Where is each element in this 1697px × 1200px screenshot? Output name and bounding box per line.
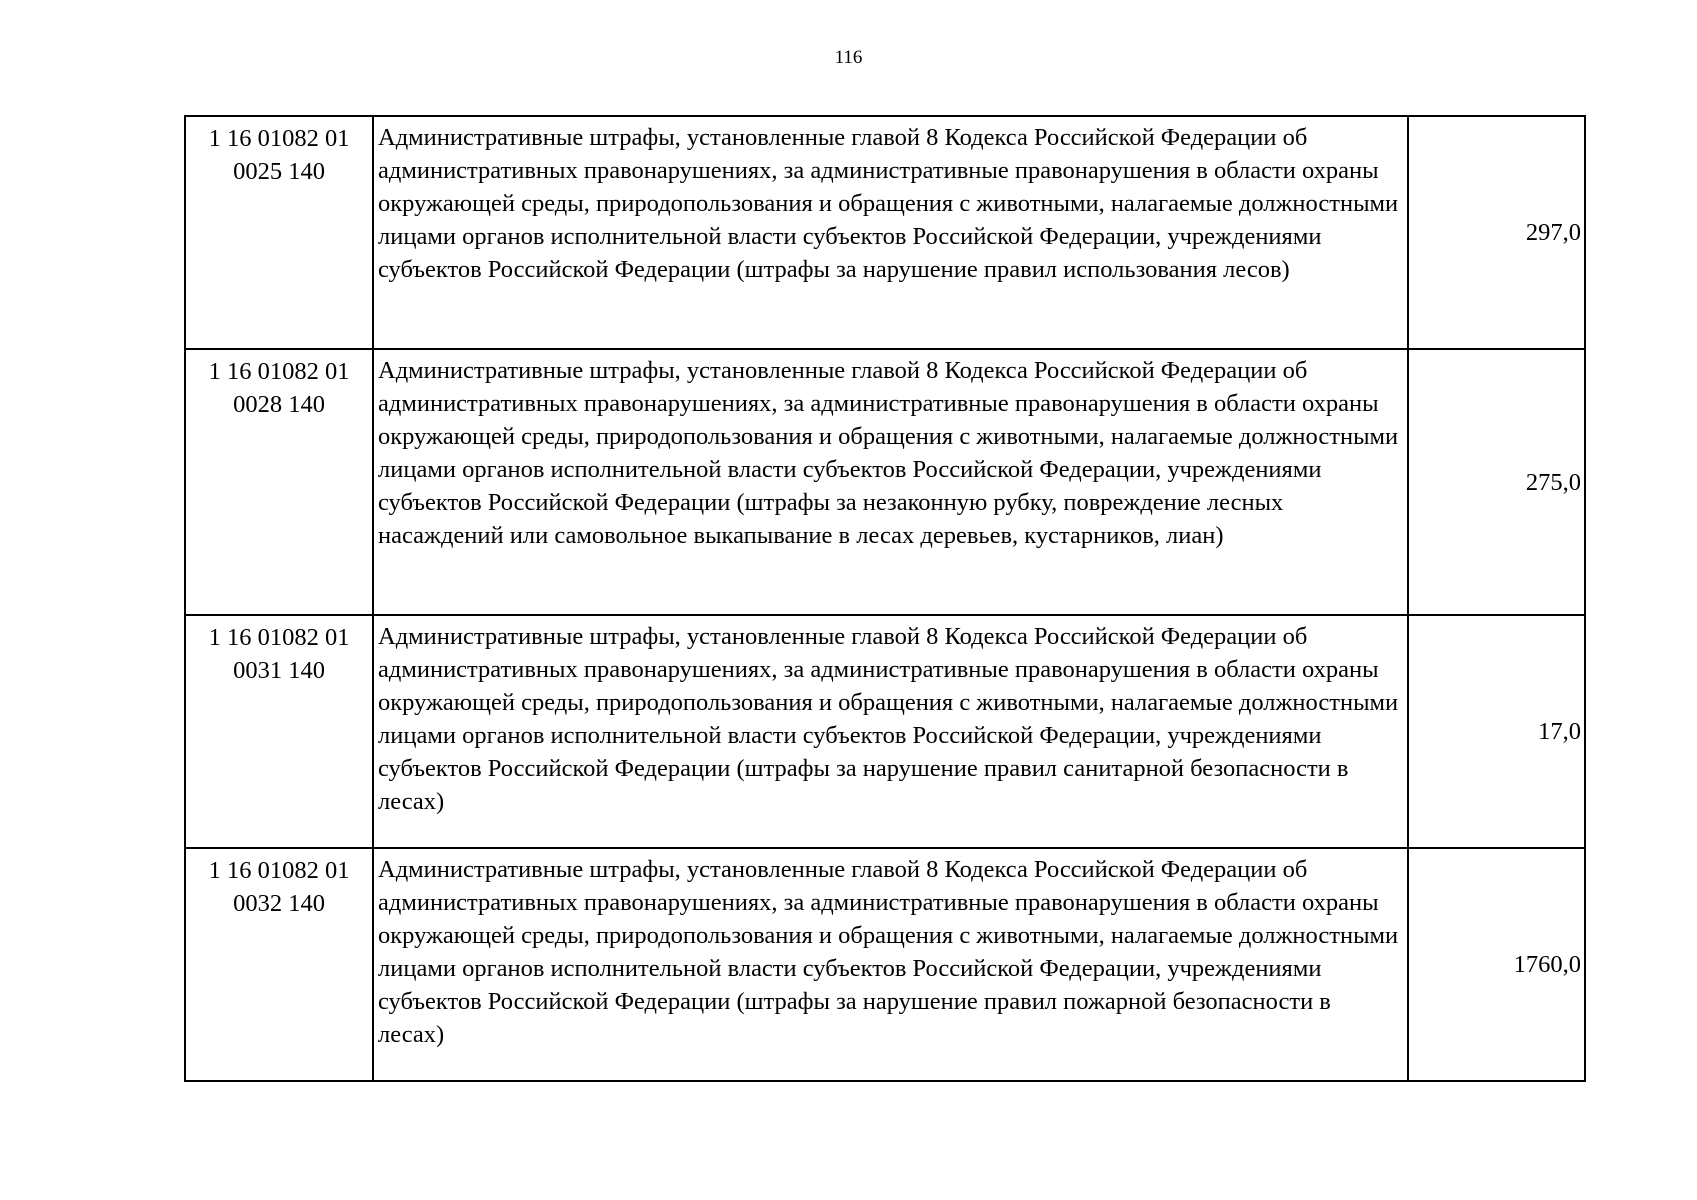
- table-row: [185, 349, 1585, 615]
- budget-code-cell: [185, 615, 373, 848]
- table-row: [185, 615, 1585, 848]
- budget-code-line-1: 1 16 01082 01: [208, 857, 350, 884]
- page-number: 116: [834, 47, 863, 68]
- budget-code-line-1: 1 16 01082 01: [208, 125, 350, 152]
- table-row: [185, 116, 1585, 349]
- description-cell: Административные штрафы, установленные главой 8 Кодекса Российской Федерации об административных правонарушениях, за административные правонарушения в области охраны окружающей среды, природопользования и обращения с животными, налагаемые должностными лицами органов исполнительной власти субъектов Российской Федерации, учреждениями субъектов Российской Федерации (штрафы за нарушение правил использования лесов): [373, 116, 1408, 349]
- description-cell: Административные штрафы, установленные главой 8 Кодекса Российской Федерации об административных правонарушениях, за административные правонарушения в области охраны окружающей среды, природопользования и обращения с животными, налагаемые должностными лицами органов исполнительной власти субъектов Российской Федерации, учреждениями субъектов Российской Федерации (штрафы за незаконную рубку, повреждение лесных насаждений или самовольное выкапывание в лесах деревьев, кустарников, лиан): [373, 349, 1408, 615]
- budget-code-line-2: 0032 140: [233, 890, 325, 917]
- amount-cell: 1760,0: [1408, 848, 1585, 1081]
- budget-code-line-2: 0028 140: [233, 391, 325, 418]
- budget-code-line-1: 1 16 01082 01: [208, 624, 350, 651]
- table-row: [185, 848, 1585, 1081]
- budget-code-line-1: 1 16 01082 01: [208, 358, 350, 385]
- budget-code-line-2: 0031 140: [233, 657, 325, 684]
- budget-code-cell: [185, 116, 373, 349]
- budget-code-cell: [185, 848, 373, 1081]
- amount-cell: 297,0: [1408, 116, 1585, 349]
- amount-cell: 17,0: [1408, 615, 1585, 848]
- description-cell: Административные штрафы, установленные главой 8 Кодекса Российской Федерации об административных правонарушениях, за административные правонарушения в области охраны окружающей среды, природопользования и обращения с животными, налагаемые должностными лицами органов исполнительной власти субъектов Российской Федерации, учреждениями субъектов Российской Федерации (штрафы за нарушение правил санитарной безопасности в лесах): [373, 615, 1408, 848]
- description-cell: Административные штрафы, установленные главой 8 Кодекса Российской Федерации об административных правонарушениях, за административные правонарушения в области охраны окружающей среды, природопользования и обращения с животными, налагаемые должностными лицами органов исполнительной власти субъектов Российской Федерации, учреждениями субъектов Российской Федерации (штрафы за нарушение правил пожарной безопасности в лесах): [373, 848, 1408, 1081]
- budget-code-line-2: 0025 140: [233, 158, 325, 185]
- budget-code-cell: [185, 349, 373, 615]
- amount-cell: 275,0: [1408, 349, 1585, 615]
- revenue-table: [184, 115, 1586, 1082]
